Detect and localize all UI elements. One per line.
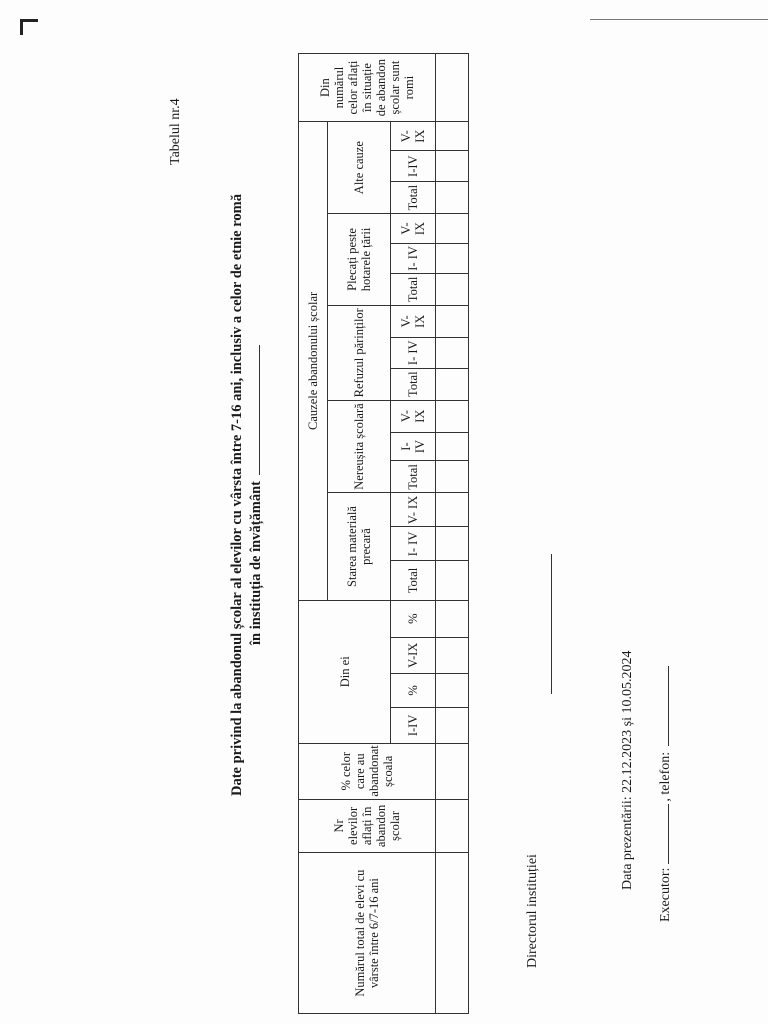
cause-header-other: Alte cauze (328, 122, 391, 214)
sub-v-ix: V-IX (391, 122, 436, 151)
table-cell[interactable] (436, 743, 469, 799)
header-roma: Din numărul celor aflați în situație de abandon școlar sunt romi (299, 54, 436, 122)
header-causes: Cauzele abandonului școlar (299, 122, 328, 600)
dropout-table (298, 53, 469, 1014)
telefon-label: , telefon: (658, 751, 673, 802)
header-pupils-dropout: Nr elevilor aflați în abandon școlar (299, 799, 436, 853)
sub-total: Total (391, 182, 436, 214)
sub-i-iv: I- IV (391, 243, 436, 273)
table-cell[interactable] (436, 527, 469, 561)
sub-v-ix: V- IX (391, 305, 436, 337)
table-cell[interactable] (436, 493, 469, 527)
sub-i-iv: I- IV (391, 337, 436, 368)
table-cell[interactable] (436, 368, 469, 400)
sub-i-iv: I- IV (391, 527, 436, 561)
sub-v-ix: V- IX (391, 214, 436, 244)
document-title (229, 170, 265, 820)
cause-header-failure: Nereușita școlară (328, 400, 391, 493)
executor-label: Executor: (658, 867, 673, 922)
table-cell[interactable] (436, 432, 469, 461)
table-cell[interactable] (436, 853, 469, 1014)
table-cell[interactable] (436, 54, 469, 122)
sub-total: Total (391, 461, 436, 493)
sub-v-ix: V- IX (391, 400, 436, 432)
table-cell[interactable] (436, 122, 469, 151)
cause-header-material: Starea materială precară (328, 493, 391, 600)
presentation-date: Data prezentării: 22.12.2023 și 10.05.2024 (620, 650, 635, 890)
executor-blank[interactable] (656, 804, 669, 864)
table-cell[interactable] (436, 707, 469, 743)
table-cell[interactable] (436, 561, 469, 600)
sub-percent: % (391, 673, 436, 707)
sub-total: Total (391, 368, 436, 400)
sub-v-ix: V- IX (391, 493, 436, 527)
title-institution-label: în instituția de învățământ (248, 481, 264, 645)
table-cell[interactable] (436, 799, 469, 853)
sub-percent: % (391, 600, 436, 637)
sub-i-iv: I- IV (391, 432, 436, 461)
title-line-1: Date privind la abandonul școlar al elevilor cu vârsta între 7-16 ani, inclusiv a celor de etnie romă (229, 194, 245, 797)
sub-v-ix: V-IX (391, 637, 436, 673)
rotated-document-page (0, 10, 768, 1010)
table-cell[interactable] (436, 400, 469, 432)
director-signature-line (551, 554, 552, 694)
table-cell[interactable] (436, 151, 469, 182)
executor-row (656, 666, 674, 922)
table-cell[interactable] (436, 461, 469, 493)
table-number: Tabelul nr.4 (168, 98, 183, 165)
table-cell[interactable] (436, 305, 469, 337)
table-cell[interactable] (436, 637, 469, 673)
table-row (436, 54, 469, 1014)
sub-i-iv: I-IV (391, 151, 436, 182)
table-cell[interactable] (436, 273, 469, 305)
institution-blank-line (246, 345, 260, 475)
cause-header-parents: Refuzul părinților (328, 305, 391, 400)
sub-total: Total (391, 561, 436, 600)
director-label: Directorul instituției (525, 854, 540, 968)
cause-header-abroad: Plecați peste hotarele țării (328, 214, 391, 306)
table-cell[interactable] (436, 337, 469, 368)
title-line-2 (246, 170, 265, 820)
header-percent-dropout: % celor care au abandonat școala (299, 743, 436, 799)
header-din-ei: Din ei (299, 600, 391, 743)
table-cell[interactable] (436, 673, 469, 707)
sub-total: Total (391, 273, 436, 305)
sub-i-iv: I-IV (391, 707, 436, 743)
table-cell[interactable] (436, 243, 469, 273)
telefon-blank[interactable] (656, 666, 669, 746)
header-total-students: Numărul total de elevi cu vârste între 6/7-16 ani (299, 853, 436, 1014)
table-cell[interactable] (436, 182, 469, 214)
table-cell[interactable] (436, 214, 469, 244)
table-cell[interactable] (436, 600, 469, 637)
